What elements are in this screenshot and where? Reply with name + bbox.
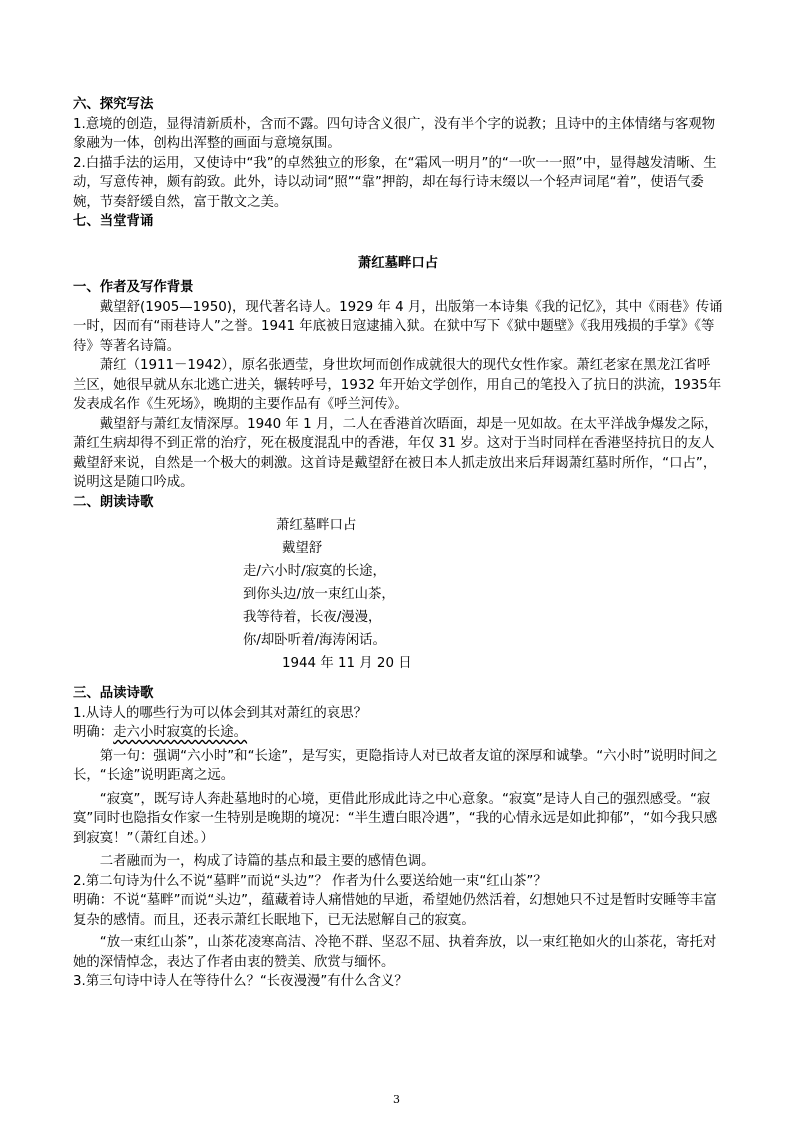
paragraph: 二者融而为一，构成了诗篇的基点和最主要的感情色调。	[99, 854, 435, 869]
poem-author: 戴望舒	[282, 541, 323, 556]
section-heading-7: 七、当堂背诵	[73, 214, 154, 229]
paragraph: “寂寞”，既写诗人奔赴墓地时的心境，更借此形成此诗之中心意象。“寂寞”是诗人自己的强烈感受。“寂寞”同时也隐指女作家一生特别是晚期的境况：“半生遭白眼冷遇”，“我的心情永远是如此抑郁”，“如今我只感到寂寞！”（萧红自述。）	[73, 791, 718, 846]
poem-block	[73, 512, 723, 669]
answer: 明确：不说“墓畔”而说“头边”，蕴藏着诗人痛惜她的早逝，希望她仍然活着，幻想她只不过是暂时安睡等丰富复杂的感情。而且，还表示萧红长眠地下，已无法慰解自己的寂寞。	[73, 893, 717, 928]
paragraph: 2.白描手法的运用，又使诗中“我”的卓然独立的形象，在“霜风一明月”的“一吹一一照”中，显得越发清晰、生动，写意传神，颇有韵致。此外，诗以动词“照”“靠”押韵，却在每行诗末缀以一个轻声词尾“着”，使语气委婉，节奏舒缓自然，富于散文之美。	[73, 155, 717, 210]
question: 1.从诗人的哪些行为可以体会到其对萧红的哀思？	[73, 705, 367, 721]
paragraph: 戴望舒与萧红友情深厚。1940 年 1 月，二人在香港首次晤面，却是一见如故。在太平洋战争爆发之际，萧红生病却得不到正常的治疗，死在极度混乱中的香港，年仅 31 岁。这对于当时同样在香港坚持抗日的友人戴望舒来说，自然是一个极大的刺激。这首诗是戴望舒在被日本人抓走放出来后拜谒萧红墓时所作，“口占”，说明这是随口吟成。	[73, 416, 718, 490]
poem-line: 你/却卧听着/海涛闲话。	[243, 633, 386, 648]
answer-text: 走六小时寂寞的长途。	[113, 725, 248, 740]
poem-line: 走/六小时/寂寞的长途，	[243, 564, 386, 579]
page-content	[73, 95, 723, 992]
question: 3.第三句诗中诗人在等待什么？“长夜漫漫”有什么含义？	[73, 974, 408, 989]
answer-label: 明确：	[73, 725, 114, 740]
paragraph: “放一束红山茶”，山茶花凌寒高洁、冷艳不群、坚忍不屈、执着奔放，以一束红艳如火的山茶花，寄托对她的深情悼念，表达了作者由衷的赞美、欣赏与缅怀。	[73, 935, 717, 970]
poem-title: 萧红墓畔口占	[276, 518, 357, 533]
answer	[73, 723, 723, 743]
paragraph: 1.意境的创造，显得清新质朴，含而不露。四句诗含义很广，没有半个字的说教；且诗中的主体情绪与客观物象融为一体，创构出浑整的画面与意境氛围。	[73, 116, 716, 151]
section-heading-2: 二、朗读诗歌	[73, 494, 154, 510]
poem-line: 我等待着，长夜/漫漫，	[243, 610, 382, 625]
paragraph: 第一句：强调“六小时”和“长途”，是写实，更隐指诗人对已故者友谊的深厚和诚挚。“六小时”说明时间之长，“长途”说明距离之远。	[73, 748, 718, 783]
document-title: 萧红墓畔口占	[357, 255, 439, 271]
page-number: 3	[393, 1093, 400, 1106]
poem-line: 到你头边/放一束红山茶，	[243, 587, 395, 602]
section-heading-6: 六、探究写法	[73, 97, 154, 112]
section-heading-3: 三、品读诗歌	[73, 686, 154, 701]
paragraph: 戴望舒(1905—1950)，现代著名诗人。1929 年 4 月，出版第一本诗集《我的记忆》，其中《雨巷》传诵一时，因而有“雨巷诗人”之誉。1941 年底被日寇逮捕入狱。在狱中写下《狱中题壁》《我用残损的手掌》《等待》等著名诗篇。	[73, 299, 723, 354]
paragraph: 萧红（1911－1942），原名张迺莹，身世坎坷而创作成就很大的现代女性作家。萧红老家在黑龙江省呼兰区，她很早就从东北逃亡进关，辗转呼号，1932 年开始文学创作，用自己的笔投入了抗日的洪流，1935年发表成名作《生死场》，晚期的主要作品有《呼兰河传》。	[73, 358, 722, 412]
poem-date: 1944 年 11 月 20 日	[282, 656, 412, 671]
question: 2.第二句诗为什么不说“墓畔”而说“头边”？ 作者为什么要送给她一束“红山茶”？	[73, 873, 547, 889]
section-heading-1: 一、作者及写作背景	[73, 280, 194, 295]
